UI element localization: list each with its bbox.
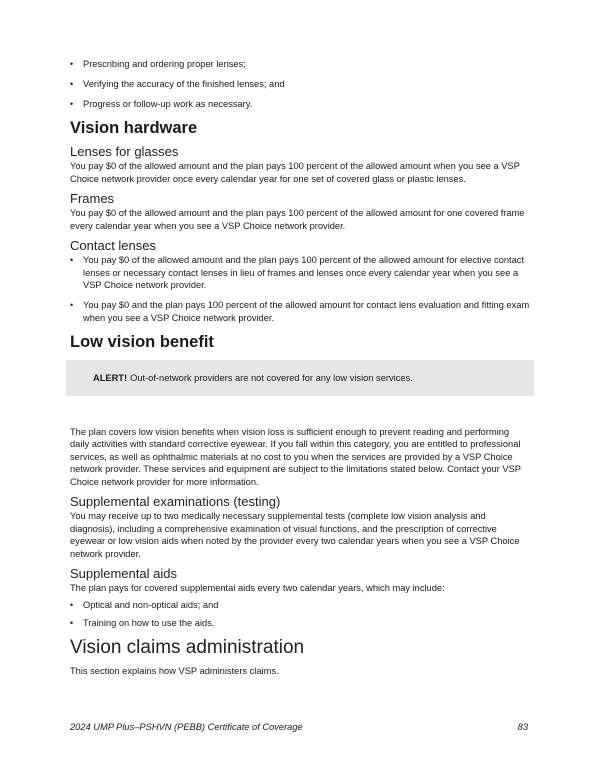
paragraph-frames: You pay $0 of the allowed amount and the plan pays 100 percent of the allowed amount for one covered frame every calendar year when you see a VSP Choice network provider.	[70, 208, 525, 231]
subheading-frames: Frames	[70, 191, 115, 206]
list-item: • Optical and non-optical aids; and	[70, 599, 530, 612]
alert-text: Out-of-network providers are not covered for any low vision services.	[130, 372, 413, 383]
contact-lenses-bullet-list	[70, 254, 530, 324]
section-heading-low-vision: Low vision benefit	[70, 332, 214, 351]
page-footer	[70, 722, 528, 732]
paragraph-supplemental-aids: The plan pays for covered supplemental aids every two calendar years, which may include:	[70, 583, 445, 593]
page-number: 83	[517, 722, 528, 732]
list-item: • Progress or follow-up work as necessary.	[70, 98, 530, 111]
subheading-supplemental-aids: Supplemental aids	[70, 566, 177, 581]
paragraph-low-vision: The plan covers low vision benefits when vision loss is sufficient enough to prevent reading and performing daily activities with standard corrective eyewear. If you fall within this category, you are entitled to professional services, as well as ophthalmic materials at no cost to you when the services are provided by a VSP Choice network provider. These services and equipment are subject to the limitations stated below. Contact your VSP Choice network provider for more information.	[70, 426, 521, 487]
section-heading-vision-hardware: Vision hardware	[70, 119, 198, 137]
footer-document-title: 2024 UMP Plus–PSHVN (PEBB) Certificate of Coverage	[70, 722, 303, 732]
list-item: • Prescribing and ordering proper lenses;	[70, 58, 530, 71]
alert-box	[66, 360, 534, 396]
section-heading-claims: Vision claims administration	[70, 637, 305, 658]
supplemental-aids-bullet-list	[70, 599, 530, 630]
list-item: • Training on how to use the aids.	[70, 617, 530, 630]
subheading-supplemental-exams: Supplemental examinations (testing)	[70, 494, 281, 509]
intro-bullet-list	[70, 58, 530, 111]
paragraph-supplemental-exams: You may receive up to two medically necessary supplemental tests (complete low vision analysis and diagnosis), including a comprehensive examination of visual functions, and the prescription of corrective eyewear or low vision aids when noted by the provider every two calendar years when you see a VSP Choice network provider.	[70, 511, 520, 559]
paragraph-claims: This section explains how VSP administers claims.	[70, 666, 279, 676]
list-item: • You pay $0 and the plan pays 100 percent of the allowed amount for contact lens evaluation and fitting exam when you see a VSP Choice network provider.	[70, 299, 530, 324]
list-item: • You pay $0 of the allowed amount and the plan pays 100 percent of the allowed amount for elective contact lenses or necessary contact lenses in lieu of frames and lenses once every calendar year when you see a VSP Choice network provider.	[70, 254, 530, 292]
list-item: • Verifying the accuracy of the finished lenses; and	[70, 78, 530, 91]
paragraph-lenses: You pay $0 of the allowed amount and the plan pays 100 percent of the allowed amount when you see a VSP Choice network provider once every calendar year for one set of covered glass or plastic lenses.	[70, 161, 520, 184]
subheading-contact-lenses: Contact lenses	[70, 238, 156, 253]
document-body	[70, 58, 530, 682]
alert-label: ALERT!	[93, 372, 128, 383]
subheading-lenses: Lenses for glasses	[70, 144, 179, 159]
